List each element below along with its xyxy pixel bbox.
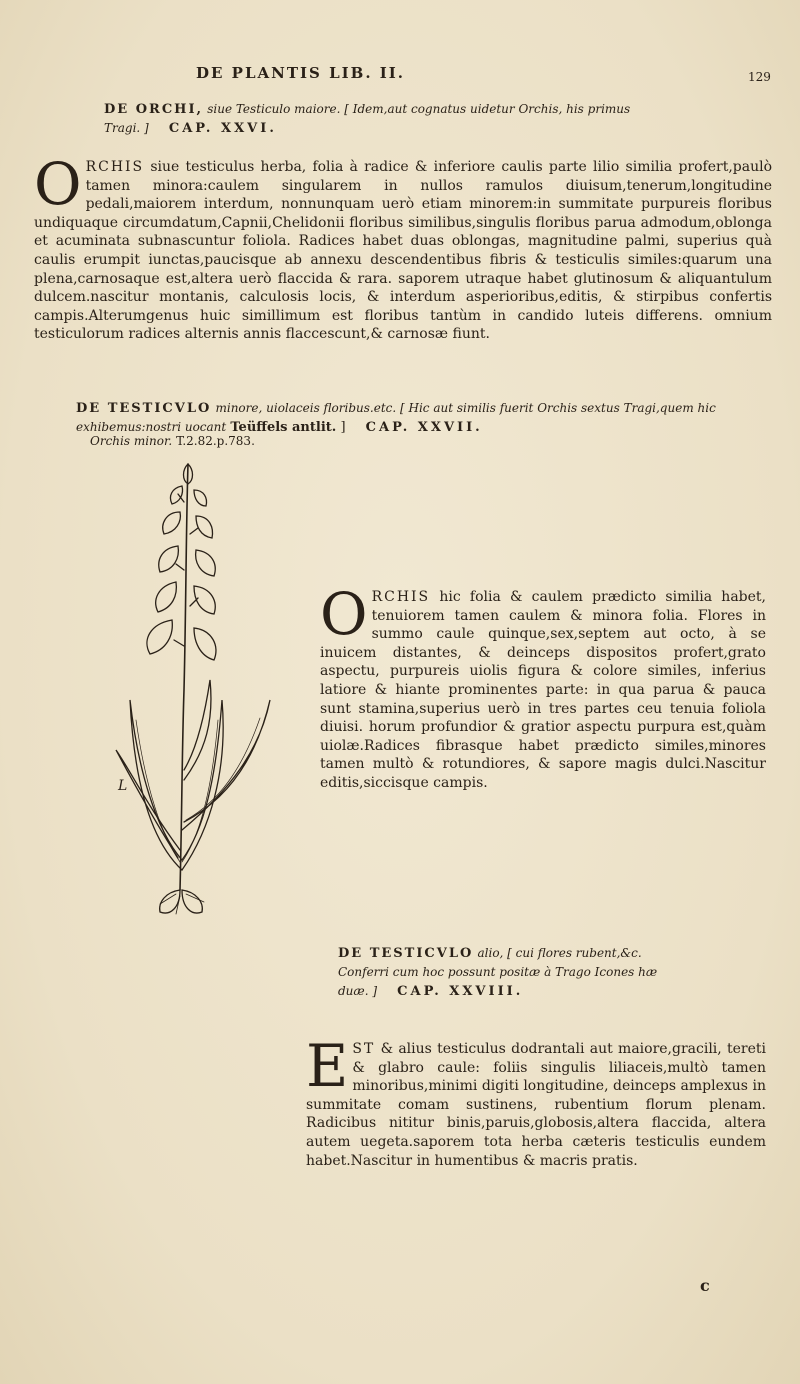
bracket-close: ]	[340, 420, 346, 435]
chapter-27-text	[320, 580, 766, 793]
figure-label: L	[118, 778, 128, 794]
chapter-26-heading	[104, 100, 664, 138]
chapter-28-text	[306, 1032, 766, 1170]
figure-caption	[90, 434, 255, 448]
lead-word: RCHIS	[85, 159, 145, 175]
body-text: hic folia & caulem prædicto similia habet, tenuiorem tamen caulem & minora folia. Flores in summo caule quinque,sex,septem aut octo, à se inuicem distantes, & deinceps dispositos profert,grato aspectu, purpureis uiolis figura & colore similes, inferius latiore & hiante prominentes parte: in qua parua & pauca sunt stamina,superius uerò in tres partes ceu tenuia foliola diuisi. horum profundior & gratior aspectu purpura est,quàm uiolæ.Radices fibrasque habet prædicto similes,minores tamen multò & rotundiores, & sapore magis dulci.Nascitur editis,siccisque campis.	[320, 589, 766, 791]
lead-word: RCHIS	[371, 589, 431, 605]
chapter-26-subtitle: siue Testiculo maiore. [ Idem,aut cognatus uidetur Orchis, his primus Tragi. ]	[104, 102, 631, 135]
chapter-27-subtitle: minore, uiolaceis floribus.etc. [ Hic aut similis fuerit Orchis sextus Tragi,quem hic exhibemus:nostri uocant	[76, 401, 716, 434]
drop-cap: O	[34, 150, 82, 218]
signature-mark: c	[700, 1276, 710, 1295]
chapter-28-subtitle: alio, [ cui flores rubent,&c. Conferri cum hoc possunt positæ à Trago Icones hæ duæ. ]	[338, 946, 658, 998]
chapter-27-heading	[76, 399, 766, 437]
blackletter-name: Teüffels antlit.	[230, 420, 337, 435]
orchid-woodcut-illustration	[110, 450, 280, 920]
chapter-26-number: CAP. XXVI.	[168, 121, 277, 136]
chapter-27-number: CAP. XXVII.	[365, 420, 483, 435]
body-text: & alius testiculus dodrantali aut maiore,gracili, tereti & glabro caule: foliis singulis liliaceis,multò tamen minoribus,minimi digiti longitudine, deinceps amplexus in summitate comam sustinens, rubentium florum plenam. Radicibus nititur binis,paruis,globosis,altera flaccida, altera autem uegeta.saporem tota herba cæteris testiculis eundem habet.Nascitur in humentibus & macris pratis.	[306, 1041, 766, 1169]
caption-reference: T.2.82.p.783.	[176, 434, 255, 448]
chapter-28-title: DE TESTICVLO	[338, 946, 474, 961]
running-title: DE PLANTIS LIB. II.	[196, 64, 406, 82]
chapter-26-title: DE ORCHI,	[104, 102, 204, 117]
chapter-28-number: CAP. XXVIII.	[397, 984, 524, 999]
page-number: 129	[748, 70, 771, 84]
chapter-28-heading	[338, 944, 668, 1001]
lead-word: ST	[352, 1041, 376, 1057]
body-text: siue testiculus herba, folia à radice & inferiore caulis parte lilio similia profert,paulò tamen minora:caulem singularem in nullos ramulos diuisum,tenerum,longitudine pedali,maiorem interdum, nonnunquam uerò etiam minorem:in summitate purpureis floribus undiquaque circumdatum,Capnii,Chelidonii floribus similibus,singulis floribus parua admodum,oblonga et acuminata subnascuntur foliola. Radices habet duas oblongas, magnitudine palmi, superius quà caulis erumpit iunctas,paucisque ab annexu descendentibus fibris & testiculis similes:quarum una plena,carnosaque est,altera uerò flaccida & rara. saporem utraque habet glutinosum & aliquantulum dulcem.nascitur montanis, calculosis locis, & interdum asperioribus,editis, & stirpibus confertis campis.Alterumgenus huic simillimum est floribus tantùm in candido luteis differens. omnium testiculorum radices alternis annis flaccescunt,& carnosæ fiunt.	[34, 159, 773, 343]
caption-name: Orchis minor.	[90, 434, 173, 448]
chapter-26-text	[34, 150, 773, 344]
drop-cap: E	[306, 1032, 349, 1100]
drop-cap: O	[320, 580, 368, 648]
chapter-27-title: DE TESTICVLO	[76, 401, 212, 416]
